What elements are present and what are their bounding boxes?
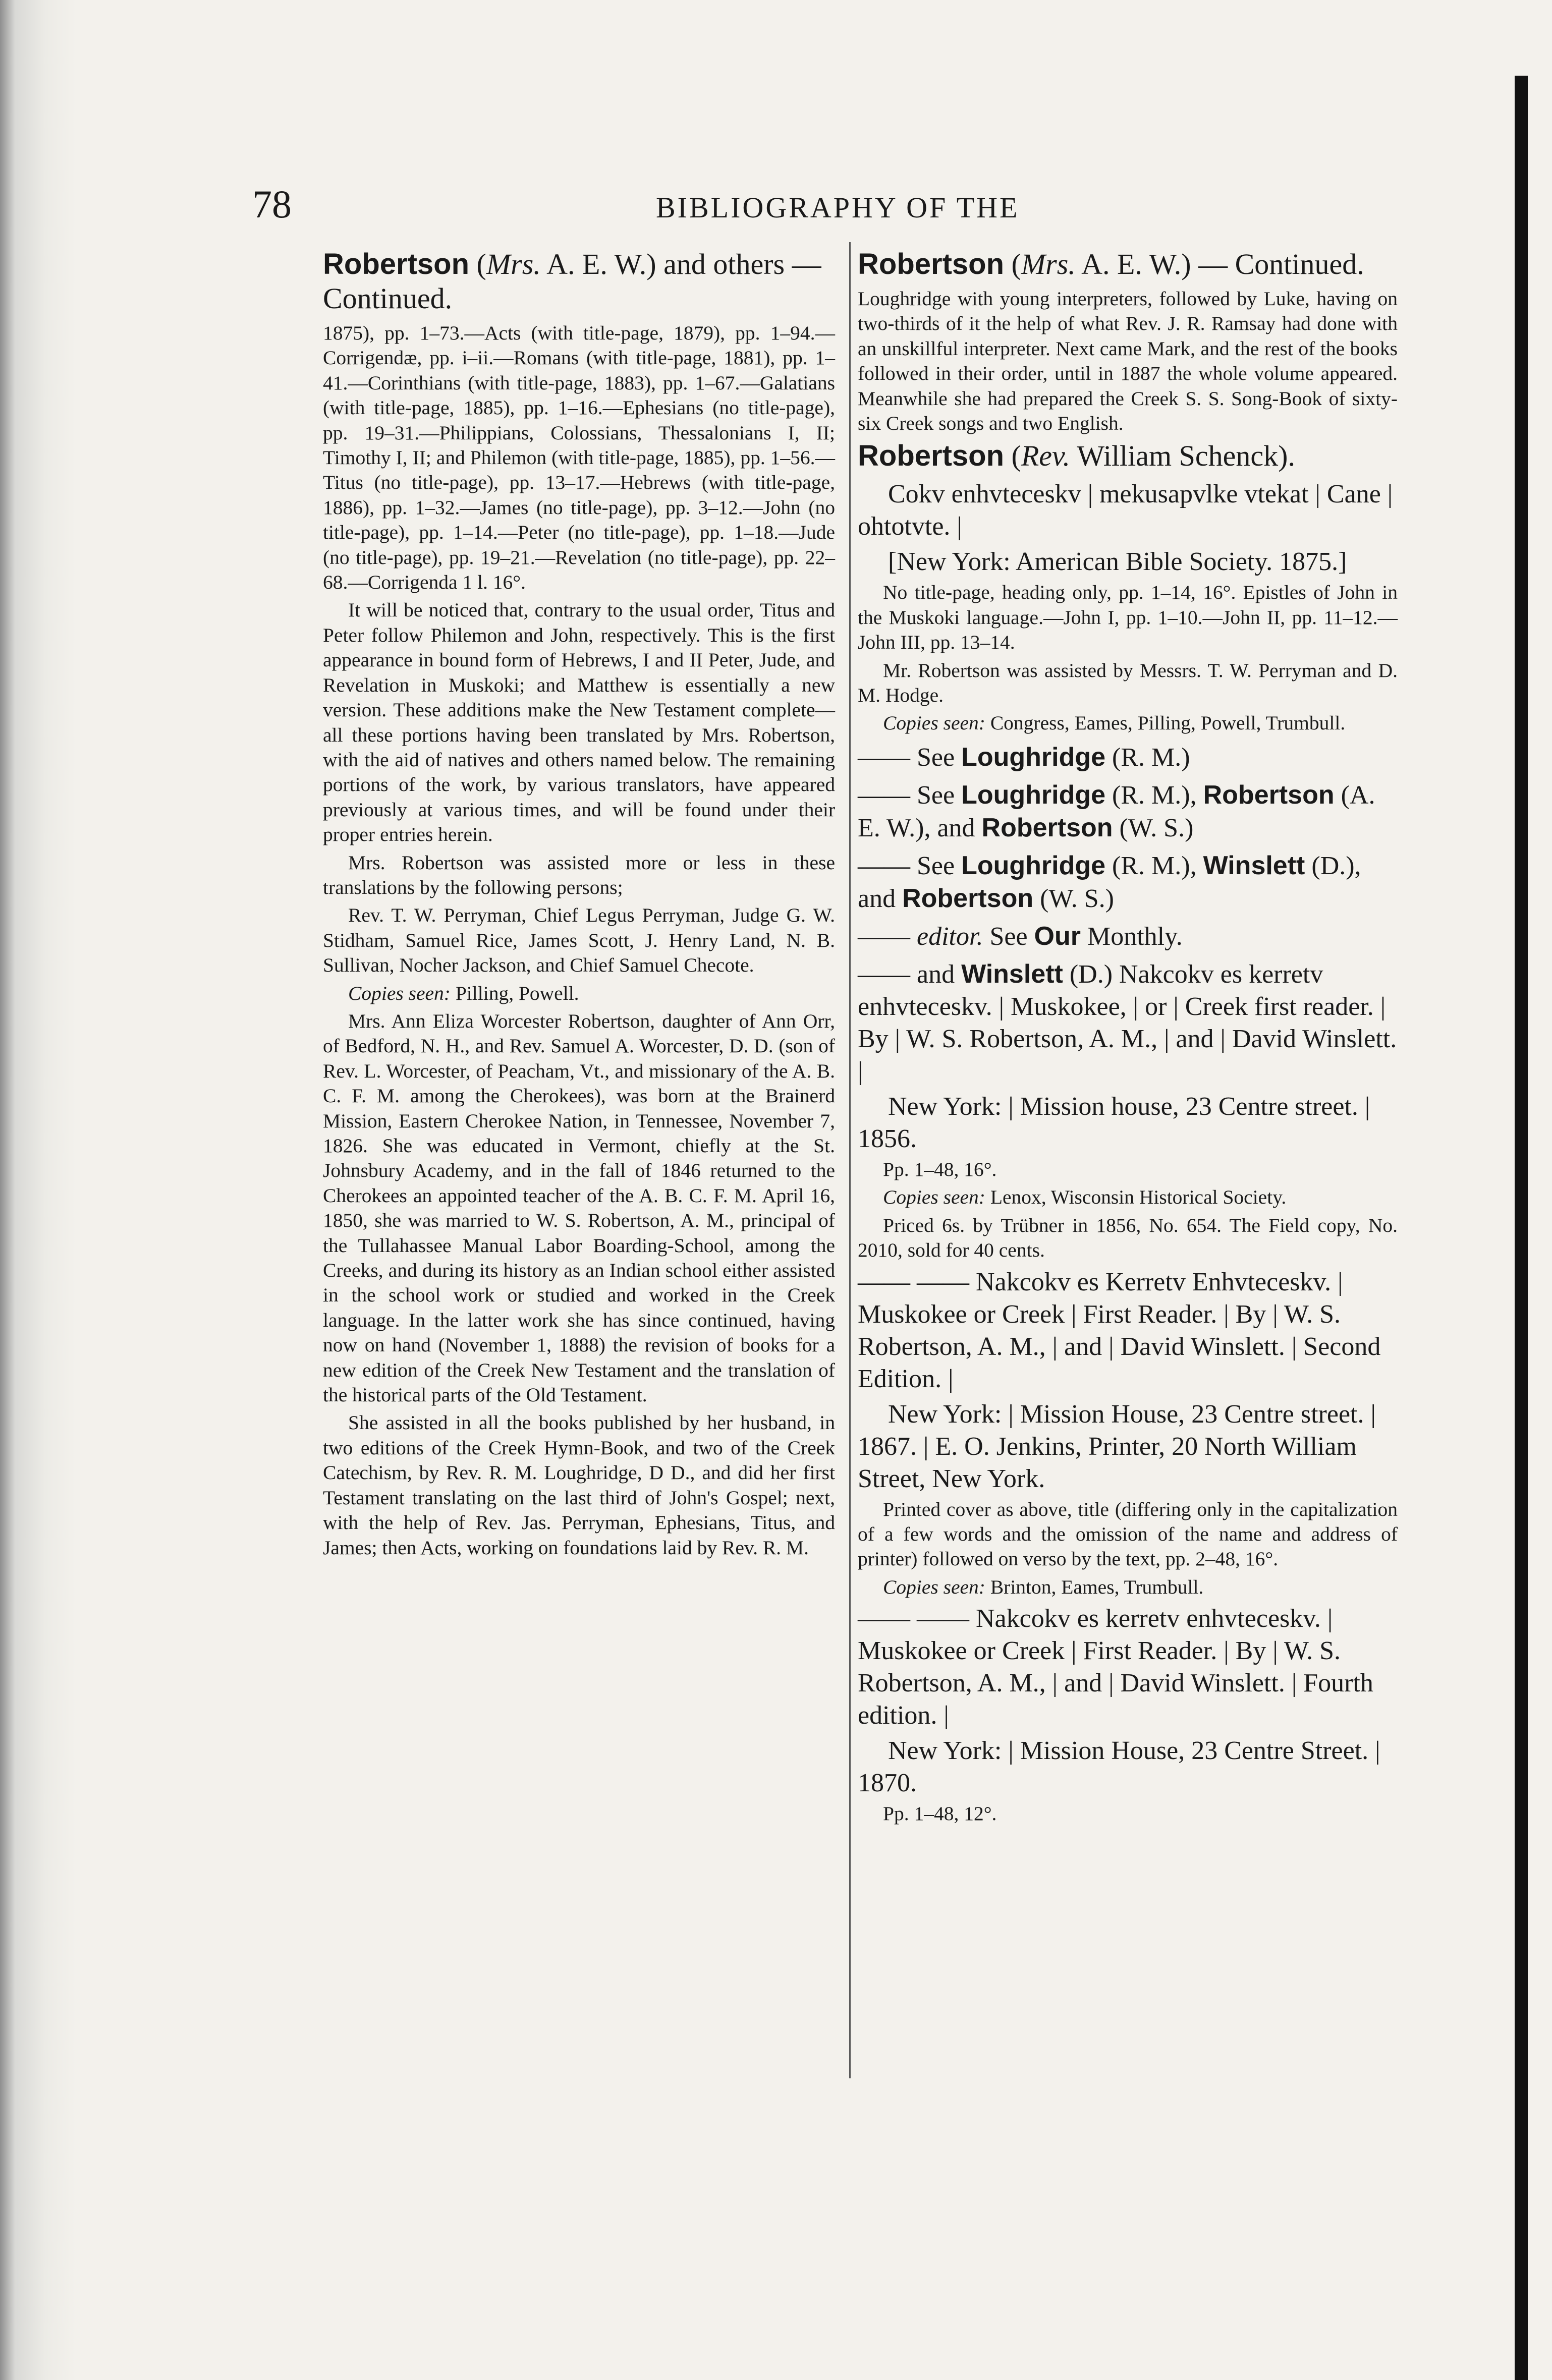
left-column: [323, 247, 835, 1563]
biography-continued: Loughridge with young interpreters, followed by Luke, having on two-thirds of it the help of what Rev. J. R. Ramsay had done with an unskillful interpreter. Next came Mark, and the rest of the books followed in their order, until in 1887 the whole volume appeared. Meanwhile she had prepared the Creek S. S. Song-Book of sixty-six Creek songs and two English.: [858, 288, 1398, 435]
cross-reference: —— See Loughridge (R. M.), Winslett (D.), and Robertson (W. S.): [858, 851, 1361, 913]
entry-heading: Robertson (Rev. William Schenck).: [858, 439, 1295, 473]
copies-seen: Copies seen: Congress, Eames, Pilling, Powell, Trumbull.: [883, 712, 1346, 734]
author-name: Robertson: [858, 439, 1004, 473]
page-number: 78: [252, 182, 292, 226]
entry-heading: Robertson (Mrs. A. E. W.) — Continued.: [858, 248, 1364, 280]
biography-paragraph: Mrs. Ann Eliza Worcester Robertson, daughter of Ann Orr, of Bedford, N. H., and Rev. Samuel A. Worcester, D. D. (son of Rev. L. Worcester, of Peacham, Vt., and missionary of the A. B. C. F. M. among the Cherokees), was born at the Brainerd Mission, Eastern Cherokee Nation, in Tennessee, November 7, 1826. She was educated in Vermont, chiefly at the St. Johnsbury Academy, and in the fall of 1846 returned to the Cherokees an appointed teacher of the A. B. C. F. M. April 16, 1850, she was married to W. S. Robertson, A. M., principal of the Tullahassee Manual Labor Boarding-School, among the Creeks, and during its history as an Indian school either assisted in the school work or studied and worked in the Creek language. In the latter work she has since continued, having now on hand (November 1, 1888) the revision of books for a new edition of the Creek New Testament and the translation of the historical parts of the Old Testament.: [323, 1009, 835, 1406]
note-paragraph: Mrs. Robertson was assisted more or less in these translations by the following persons;: [323, 851, 835, 898]
imprint: New York: | Mission house, 23 Centre street. | 1856.: [858, 1092, 1370, 1153]
collation-text: 1875), pp. 1–73.—Acts (with title-page, 1879), pp. 1–94.—Corrigendæ, pp. i–ii.—Romans (with title-page, 1881), pp. 1–41.—Corinthians (with title-page, 1883), pp. 1–67.—Galatians (with title-page, 1885), pp. 1–16.—Ephesians (no title-page), pp. 19–31.—Philippians, Colossians, Thessalonians I, II; Timothy I, II; and Philemon (with title-page, 1885), pp. 1–56.—Titus (no title-page), pp. 13–17.—Hebrews (with title-page, 1886), pp. 1–32.—James (no title-page), pp. 3–12.—John (no title-page), pp. 1–14.—Peter (no title-page), pp. 1–18.—Jude (no title-page), pp. 19–21.—Revelation (no title-page), pp. 22–68.—Corrigenda 1 l. 16°.: [323, 322, 835, 594]
note-paragraph: Mr. Robertson was assisted by Messrs. T. W. Perryman and D. M. Hodge.: [858, 659, 1398, 707]
imprint: [New York: American Bible Society. 1875.]: [888, 547, 1347, 577]
collation-text: Pp. 1–48, 16°.: [883, 1158, 997, 1180]
entry-heading: Robertson (Mrs. A. E. W.) and others — Continued.: [323, 248, 821, 315]
column-divider: [849, 242, 851, 2078]
book-title: —— —— Nakcokv es Kerretv Enhvteceskv. | Muskokee or Creek | First Reader. | By | W. S. Robertson, A. M., | and | David Winslett. | Second Edition. |: [858, 1267, 1381, 1393]
collation-text: Pp. 1–48, 12°.: [883, 1802, 997, 1825]
note-paragraph: Printed cover as above, title (differing only in the capitalization of a few words and the omission of the name and address of printer) followed on verso by the text, pp. 2–48, 16°.: [858, 1498, 1398, 1570]
page-edge-shadow: [1515, 76, 1528, 2380]
imprint: New York: | Mission House, 23 Centre street. | 1867. | E. O. Jenkins, Printer, 20 North William Street, New York.: [858, 1399, 1376, 1493]
note-paragraph: Priced 6s. by Trübner in 1856, No. 654. The Field copy, No. 2010, sold for 40 cents.: [858, 1214, 1398, 1262]
book-binding-shadow: [0, 0, 76, 2380]
author-name: Robertson: [858, 248, 1004, 280]
copies-seen: Copies seen: Lenox, Wisconsin Historical Society.: [883, 1186, 1287, 1209]
copies-seen: Copies seen: Pilling, Powell.: [348, 982, 579, 1004]
book-title: Cokv enhvteceskv | mekusapvlke vtekat | Cane | ohtotvte. |: [858, 480, 1393, 541]
running-title: BIBLIOGRAPHY OF THE: [656, 191, 1020, 224]
note-paragraph: Rev. T. W. Perryman, Chief Legus Perryman, Judge G. W. Stidham, Samuel Rice, James Scott, J. Henry Land, N. B. Sullivan, Nocher Jackson, and Chief Samuel Checote.: [323, 904, 835, 977]
biography-paragraph: She assisted in all the books published by her husband, in two editions of the Creek Hymn-Book, and two of the Creek Catechism, by Rev. R. M. Loughridge, D D., and did her first Testament translating on the last third of John's Gospel; next, with the help of Rev. Jas. Perryman, Ephesians, Titus, and James; then Acts, working on foundations laid by Rev. R. M.: [323, 1411, 835, 1559]
author-name: Robertson: [323, 248, 469, 280]
continued-label: Continued.: [323, 282, 453, 315]
cross-reference: —— editor. See Our Monthly.: [858, 921, 1183, 951]
collation-text: No title-page, heading only, pp. 1–14, 16°. Epistles of John in the Muskoki language.—John I, pp. 1–10.—John II, pp. 11–12.—John III, pp. 13–14.: [858, 581, 1398, 654]
page-header: [252, 182, 1060, 227]
cross-reference: —— See Loughridge (R. M.), Robertson (A. E. W.), and Robertson (W. S.): [858, 780, 1375, 842]
copies-seen: Copies seen: Brinton, Eames, Trumbull.: [883, 1575, 1204, 1598]
book-title: —— —— Nakcokv es kerretv enhvteceskv. | Muskokee or Creek | First Reader. | By | W. S. Robertson, A. M., | and | David Winslett. | Fourth edition. |: [858, 1604, 1373, 1730]
imprint: New York: | Mission House, 23 Centre Street. | 1870.: [858, 1736, 1380, 1798]
note-paragraph: It will be noticed that, contrary to the usual order, Titus and Peter follow Philemon and John, respectively. This is the first appearance in bound form of Hebrews, I and II Peter, Jude, and Revelation in Muskoki; and Matthew is essentially a new version. These additions make the New Testament complete—all these portions having been translated by Mrs. Robertson, with the aid of natives and others named below. The remaining portions of the work, by various translators, have appeared previously at various times, and will be found under their proper entries herein.: [323, 599, 835, 846]
book-title: —— and Winslett (D.) Nakcokv es kerretv enhvteceskv. | Muskokee, | or | Creek first reader. | By | W. S. Robertson, A. M., | and | David Winslett. |: [858, 959, 1397, 1086]
cross-reference: —— See Loughridge (R. M.): [858, 742, 1190, 772]
right-column: [858, 247, 1398, 1830]
